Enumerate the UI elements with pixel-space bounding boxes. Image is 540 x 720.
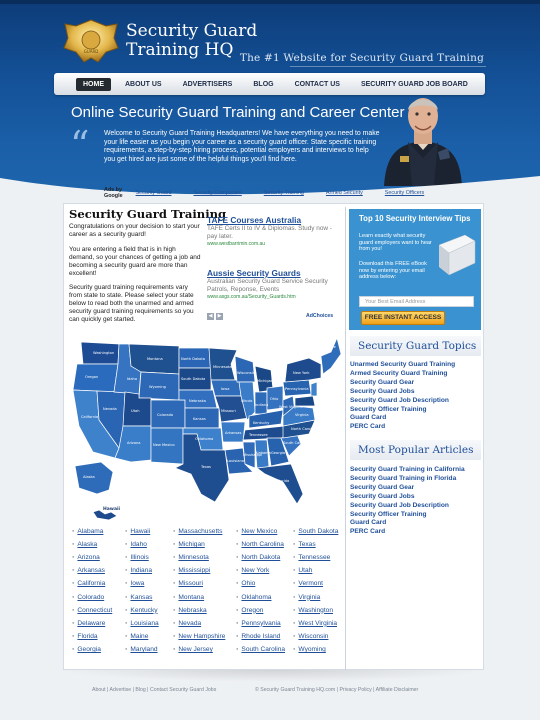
article-link[interactable]: Security Guard Gear: [350, 483, 415, 491]
map-label-idaho: Idaho: [127, 377, 138, 381]
nav-advertisers[interactable]: ADVERTISERS: [182, 80, 233, 88]
ad-link-security-guard[interactable]: Security Guard: [135, 190, 172, 196]
ebook-promo-box: [349, 209, 481, 330]
state-link[interactable]: ● North Dakota: [236, 554, 280, 561]
map-label-kentucky: Kentucky: [253, 421, 270, 425]
state-link[interactable]: ● New Hampshire: [173, 633, 225, 640]
map-label-nebraska: Nebraska: [189, 399, 206, 403]
intro-text: [69, 223, 201, 331]
ebook-cover-icon: [435, 231, 477, 279]
ad-description: TAFE Certs II to IV & Diplomas. Study now - pay later.: [207, 225, 332, 240]
topic-link[interactable]: Security Guard Jobs: [350, 387, 415, 395]
state-link[interactable]: ● Nevada: [173, 620, 201, 627]
nav-home[interactable]: HOME: [76, 78, 111, 91]
state-link[interactable]: ● Oregon: [236, 607, 263, 614]
ad-url[interactable]: www.westbarrimin.com.au: [207, 240, 266, 247]
article-link[interactable]: Security Guard Training in Florida: [350, 474, 457, 482]
state-link[interactable]: ● Illinois: [125, 554, 149, 561]
state-link[interactable]: ● Pennsylvania: [236, 620, 281, 627]
nav-about-us[interactable]: ABOUT US: [125, 80, 162, 88]
state-link[interactable]: ● Oklahoma: [236, 594, 271, 601]
map-label-montana: Montana: [147, 357, 163, 361]
map-label-oklahoma: Oklahoma: [195, 437, 214, 441]
topics-heading: Security Guard Topics: [350, 336, 481, 356]
ad-title[interactable]: Aussie Security Guards: [207, 268, 301, 278]
state-link[interactable]: ● Ohio: [236, 580, 255, 587]
site-logo-text[interactable]: [126, 22, 257, 60]
state-link[interactable]: ● New Jersey: [173, 646, 213, 653]
map-label-southcarolina: South Carolina: [283, 441, 310, 445]
state-link[interactable]: ● Kansas: [125, 594, 152, 601]
state-link[interactable]: ● Maryland: [125, 646, 158, 653]
us-states-map[interactable]: [69, 334, 341, 522]
map-label-georgia: Georgia: [271, 451, 286, 455]
topic-link[interactable]: Armed Security Guard Training: [350, 369, 448, 377]
popular-heading: Most Popular Articles: [350, 440, 481, 460]
tagline-divider: [290, 66, 486, 67]
map-label-alaska: Alaska: [83, 475, 95, 479]
map-label-virginia: Virginia: [295, 413, 309, 417]
map-label-missouri: Missouri: [221, 409, 236, 413]
text-ad-2[interactable]: [207, 268, 342, 300]
column-divider: [345, 207, 346, 670]
state-link[interactable]: ● Minnesota: [173, 554, 209, 561]
article-link[interactable]: PERC Card: [350, 528, 386, 536]
state-link[interactable]: ● California: [72, 580, 105, 587]
state-links-list: [72, 528, 344, 660]
state-link[interactable]: ● Indiana: [125, 567, 152, 574]
site-tagline: The #1 Website for Security Guard Training: [239, 52, 484, 64]
map-label-northdakota: North Dakota: [181, 357, 205, 361]
state-link[interactable]: ● Utah: [293, 567, 312, 574]
topic-link[interactable]: Unarmed Security Guard Training: [350, 361, 456, 368]
state-link[interactable]: ● Georgia: [72, 646, 101, 653]
map-label-colorado: Colorado: [157, 413, 174, 417]
badge-logo-icon[interactable]: [62, 18, 120, 64]
map-label-northcarolina: North Carolina: [291, 427, 317, 431]
state-link[interactable]: ● New Mexico: [236, 528, 277, 535]
article-link[interactable]: Security Guard Jobs: [350, 492, 415, 500]
state-link[interactable]: ● Tennessee: [293, 554, 330, 561]
map-label-tennessee: Tennessee: [249, 433, 268, 437]
topic-link[interactable]: Security Guard Job Description: [350, 396, 449, 404]
map-state-florida: [257, 464, 303, 504]
map-label-arizona: Arizona: [127, 441, 141, 445]
state-link[interactable]: ● Mississippi: [173, 567, 210, 574]
article-link[interactable]: Security Guard Training in California: [350, 466, 465, 473]
article-link[interactable]: Security Guard Job Description: [350, 501, 449, 509]
state-link[interactable]: ● Wisconsin: [293, 633, 328, 640]
map-label-newyork: New York: [293, 371, 310, 375]
nav-job-board[interactable]: SECURITY GUARD JOB BOARD: [360, 80, 468, 88]
state-link[interactable]: ● Texas: [293, 541, 316, 548]
ads-by-google-label: Ads by Google: [104, 187, 123, 199]
header-top-line: [0, 0, 540, 4]
promo-text-1: Learn exactly what security guard employers want to hear from you!: [359, 233, 432, 253]
state-link[interactable]: ● Louisiana: [125, 620, 159, 627]
map-label-illinois: Illinois: [241, 399, 253, 403]
state-link[interactable]: ● Wyoming: [293, 646, 326, 653]
state-link[interactable]: ● Alaska: [72, 541, 97, 548]
state-link[interactable]: ● Washington: [293, 607, 333, 614]
promo-title: Top 10 Security Interview Tips: [359, 214, 471, 223]
free-access-button[interactable]: FREE INSTANT ACCESS: [361, 311, 445, 325]
state-link[interactable]: ● Michigan: [173, 541, 205, 548]
map-label-alabama: Alabama: [255, 451, 271, 455]
state-link[interactable]: ● North Carolina: [236, 541, 284, 548]
article-link[interactable]: Guard Card: [350, 519, 387, 527]
state-link[interactable]: ● Maine: [125, 633, 148, 640]
state-link[interactable]: ● West Virginia: [293, 620, 337, 627]
footer-links[interactable]: About | Advertise | Blog | Contact Security Guard Jobs: [92, 687, 217, 693]
text-ad-1[interactable]: [207, 215, 342, 247]
topic-link[interactable]: Guard Card: [350, 414, 387, 422]
map-state-newyork: [285, 358, 321, 382]
popular-articles-list: [350, 466, 481, 537]
ad-link-armed-security[interactable]: Armed Security: [325, 190, 363, 196]
ad-pager: [207, 313, 223, 320]
map-label-pennsylvania: Pennsylvania: [285, 387, 309, 391]
state-link[interactable]: ● Hawaii: [125, 528, 150, 535]
site-header: [0, 0, 540, 205]
topic-link[interactable]: Security Officer Training: [350, 405, 427, 413]
site-footer: [0, 680, 540, 700]
intro-paragraph-2: You are entering a field that is in high demand, so your chances of getting a job and becoming a security guard are more than excellent!: [69, 245, 201, 277]
map-state-newjersey: [311, 382, 317, 396]
state-link[interactable]: ● Virginia: [293, 594, 320, 601]
state-link[interactable]: ● Missouri: [173, 580, 203, 587]
map-label-california: California: [81, 415, 99, 419]
state-link[interactable]: ● Florida: [72, 633, 98, 640]
topic-link[interactable]: PERC Card: [350, 423, 386, 431]
adchoices-link[interactable]: AdChoices: [306, 313, 334, 319]
map-label-michigan: Michigan: [257, 379, 274, 383]
intro-paragraph-1: Congratulations on your decision to start your career as a security guard!: [69, 223, 200, 238]
email-input[interactable]: Your Best Email Address: [359, 296, 474, 307]
state-link[interactable]: ● Montana: [173, 594, 204, 601]
ad-prev-arrow-icon[interactable]: ◀: [208, 313, 213, 319]
map-label-wisconsin: Wisconsin: [237, 371, 255, 375]
map-label-ohio: Ohio: [270, 397, 279, 401]
article-link[interactable]: Security Officer Training: [350, 510, 427, 518]
quote-icon: “: [70, 123, 90, 167]
map-label-oregon: Oregon: [85, 375, 99, 379]
state-link[interactable]: ● Colorado: [72, 594, 104, 601]
ad-description: Australian Security Guard Service Security Patrols, Reponse, Events: [207, 278, 328, 293]
footer-copyright[interactable]: © Security Guard Training HQ.com | Privacy Policy | Affiliate Disclaimer: [255, 687, 419, 693]
state-link[interactable]: ● Kentucky: [125, 607, 158, 614]
state-link[interactable]: ● Iowa: [125, 580, 144, 587]
ad-link-security-officers[interactable]: Security Officers: [384, 190, 425, 196]
ad-links-row: [104, 187, 434, 199]
map-state-newengland: [321, 338, 341, 374]
hero-welcome-text: Welcome to Security Guard Training Headquarters! We have everything you need to make your life easier as you begin your career as a security guard officer. State specific training requirements, a step-by-step hiring process, potential employers and interviews to help you get hired are just some of the helpful things you'll find here.: [104, 130, 380, 163]
state-link[interactable]: ● Delaware: [72, 620, 105, 627]
state-link[interactable]: ● Alabama: [72, 528, 103, 535]
state-link[interactable]: ● Arkansas: [72, 567, 105, 574]
hero-title: Online Security Guard Training and Career Center: [71, 104, 405, 121]
state-link[interactable]: ● Rhode Island: [236, 633, 280, 640]
state-link[interactable]: ● South Dakota: [293, 528, 338, 535]
topic-link[interactable]: Security Guard Gear: [350, 378, 415, 386]
map-label-newmexico: New Mexico: [153, 443, 175, 447]
map-label-arkansas: Arkansas: [225, 431, 242, 435]
state-link[interactable]: ● Vermont: [293, 580, 323, 587]
map-label-nevada: Nevada: [103, 407, 117, 411]
map-label-utah: Utah: [131, 409, 140, 413]
ad-title[interactable]: TAFE Courses Australia: [207, 215, 302, 225]
ad-url[interactable]: www.asgs.com.au/Security_Guards.htm: [207, 293, 296, 300]
page-title: Security Guard Training: [69, 207, 227, 221]
map-label-florida: Florida: [277, 479, 290, 483]
map-label-texas: Texas: [201, 465, 211, 469]
map-label-hawaii: Hawaii: [103, 507, 121, 512]
ad-link-security-companies[interactable]: Security Companies: [193, 190, 242, 196]
map-label-indiana: Indiana: [255, 403, 269, 407]
map-state-minnesota: [209, 348, 237, 380]
ad-link-security-training[interactable]: Security Training: [263, 190, 304, 196]
map-label-washington: Washington: [93, 351, 115, 355]
state-link[interactable]: ● New York: [236, 567, 269, 574]
map-label-maine: Maine: [325, 345, 336, 349]
map-label-iowa: Iowa: [221, 387, 230, 391]
logo-line-1: Security Guard: [126, 21, 258, 41]
state-link[interactable]: ● Massachusetts: [173, 528, 222, 535]
map-label-minnesota: Minnesota: [213, 365, 232, 369]
map-label-wyoming: Wyoming: [149, 385, 166, 389]
topics-list: [350, 361, 481, 432]
badge-text: GUARD: [83, 49, 99, 54]
state-link[interactable]: ● South Carolina: [236, 646, 285, 653]
intro-paragraph-3: Security guard training requirements vary from state to state. Please select your state below to read both the unarmed and armed security guard training requirements so you can quickly get started.: [69, 284, 194, 324]
map-label-mississippi: Mississippi: [243, 453, 263, 457]
state-link[interactable]: ● Idaho: [125, 541, 147, 548]
state-link[interactable]: ● Arizona: [72, 554, 100, 561]
map-label-louisiana: Louisiana: [227, 459, 244, 463]
map-label-kansas: Kansas: [193, 417, 206, 421]
logo-line-2: Training HQ: [126, 40, 234, 60]
state-link[interactable]: ● Connecticut: [72, 607, 112, 614]
map-label-westvirginia: West Virginia: [279, 405, 303, 409]
nav-blog[interactable]: BLOG: [253, 80, 274, 88]
ad-next-arrow-icon[interactable]: ▶: [217, 313, 222, 319]
nav-contact-us[interactable]: CONTACT US: [294, 80, 340, 88]
state-link[interactable]: ● Nebraska: [173, 607, 207, 614]
map-state-wisconsin: [235, 356, 255, 382]
promo-text-2: Download this FREE eBook now by entering your email address below:: [359, 261, 427, 281]
map-label-southdakota: South Dakota: [181, 377, 206, 381]
